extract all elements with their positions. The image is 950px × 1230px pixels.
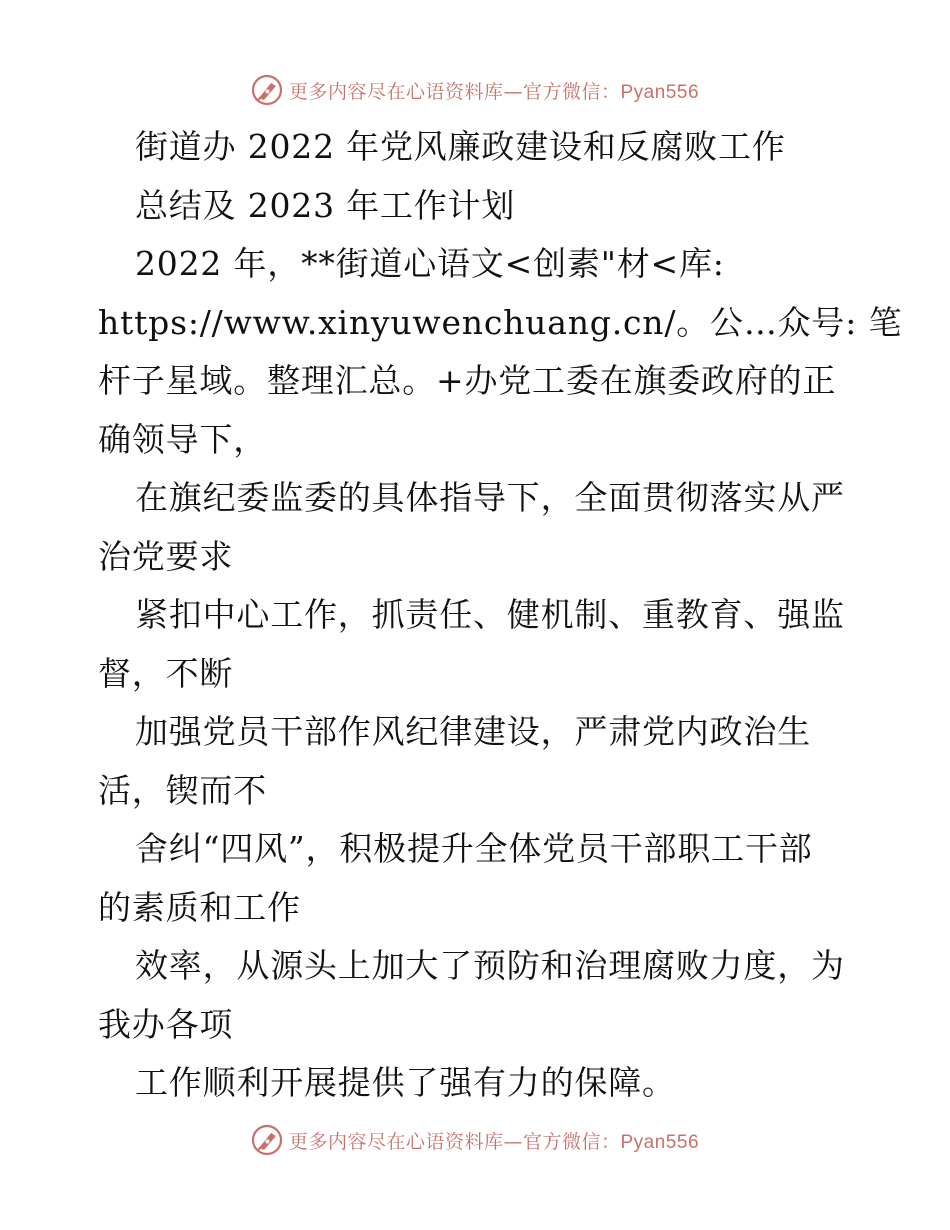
paragraph-line: 在旗纪委监委的具体指导下，全面贯彻落实从严	[135, 478, 845, 517]
banner-text	[289, 77, 699, 104]
banner-wechat-id: Pyan556	[620, 81, 700, 103]
paragraph-line: 活，锲而不	[98, 770, 267, 810]
document-body	[98, 118, 903, 1113]
paragraph-line: 杆子星域。整理汇总。+办党工委在旗委政府的正	[98, 361, 837, 400]
banner-text	[289, 1127, 699, 1154]
banner-wechat-label: 官方微信：	[522, 80, 621, 103]
paragraph-line: https://www.xinyuwenchuang.cn/。公…众号: 笔	[98, 302, 903, 342]
banner-brand-text: 更多内容尽在心语资料库	[288, 80, 504, 103]
paragraph-line: 督，不断	[98, 653, 234, 693]
banner-separator: —	[503, 80, 523, 103]
paragraph-line: 确领导下，	[98, 419, 267, 459]
paragraph-line: 我办各项	[98, 1004, 234, 1044]
pen-nib-logo-icon	[251, 1124, 283, 1156]
paragraph-line: 紧扣中心工作，抓责任、健机制、重教育、强监	[135, 595, 845, 634]
paragraph-line: 2022 年，**街道心语文<创素"材<库:	[135, 244, 725, 283]
banner-wechat-label: 官方微信：	[522, 1130, 621, 1153]
banner-separator: —	[503, 1130, 523, 1153]
pen-nib-logo-icon	[251, 74, 283, 106]
footer-banner	[0, 1120, 950, 1160]
paragraph-line: 效率，从源头上加大了预防和治理腐败力度，为	[135, 946, 845, 985]
header-banner	[0, 70, 950, 110]
paragraph-line: 工作顺利开展提供了强有力的保障。	[135, 1063, 676, 1102]
document-title-line-1: 街道办 2022 年党风廉政建设和反腐败工作	[135, 127, 786, 166]
paragraph-line: 加强党员干部作风纪律建设，严肃党内政治生	[135, 712, 811, 751]
document-title-line-2: 总结及 2023 年工作计划	[135, 185, 516, 225]
paragraph-line: 舍纠“四风”，积极提升全体党员干部职工干部	[135, 829, 813, 868]
banner-wechat-id: Pyan556	[620, 1131, 700, 1153]
paragraph-line: 的素质和工作	[98, 887, 301, 927]
banner-brand-text: 更多内容尽在心语资料库	[288, 1130, 504, 1153]
paragraph-line: 治党要求	[98, 536, 234, 576]
